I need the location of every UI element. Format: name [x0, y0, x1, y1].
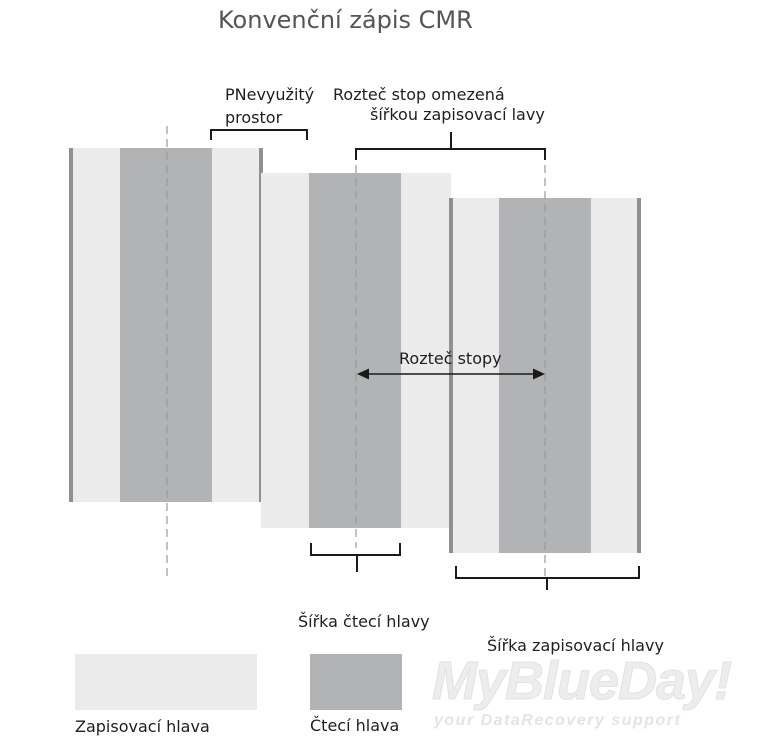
watermark-tagline: your DataRecovery support	[434, 712, 682, 729]
read-width-label: Šířka čtecí hlavy	[298, 612, 430, 631]
unused-space-bracket	[211, 130, 307, 140]
legend-read-head-label: Čtecí hlava	[310, 716, 400, 735]
write-width-bracket	[456, 566, 639, 578]
pitch-limited-label-line1: Rozteč stop omezená	[333, 85, 505, 104]
legend-read-head-swatch	[310, 654, 402, 710]
track-1	[69, 148, 263, 502]
track-2-read-zone	[309, 173, 401, 528]
write-width-label: Šířka zapisovací hlavy	[487, 636, 664, 655]
legend-write-head-label: Zapisovací hlava	[75, 717, 210, 736]
unused-space-label-line1: PNevyužitý	[225, 85, 315, 104]
diagram-title: Konvenční zápis CMR	[218, 6, 473, 34]
legend-write-head-swatch	[75, 654, 257, 710]
track-3-right-edge	[637, 198, 641, 553]
pitch-limited-bracket	[356, 149, 545, 160]
track-pitch-label: Rozteč stopy	[399, 349, 502, 368]
watermark-logo	[432, 650, 742, 734]
track-3-left-edge	[449, 198, 453, 553]
watermark-logo-text: MyBlueDay!	[432, 651, 732, 711]
pitch-limited-label-line2: šířkou zapisovací lavy	[370, 105, 545, 124]
track-1-read-zone	[120, 148, 212, 502]
track-1-left-edge	[69, 148, 73, 502]
unused-space-label-line2: prostor	[225, 108, 283, 127]
